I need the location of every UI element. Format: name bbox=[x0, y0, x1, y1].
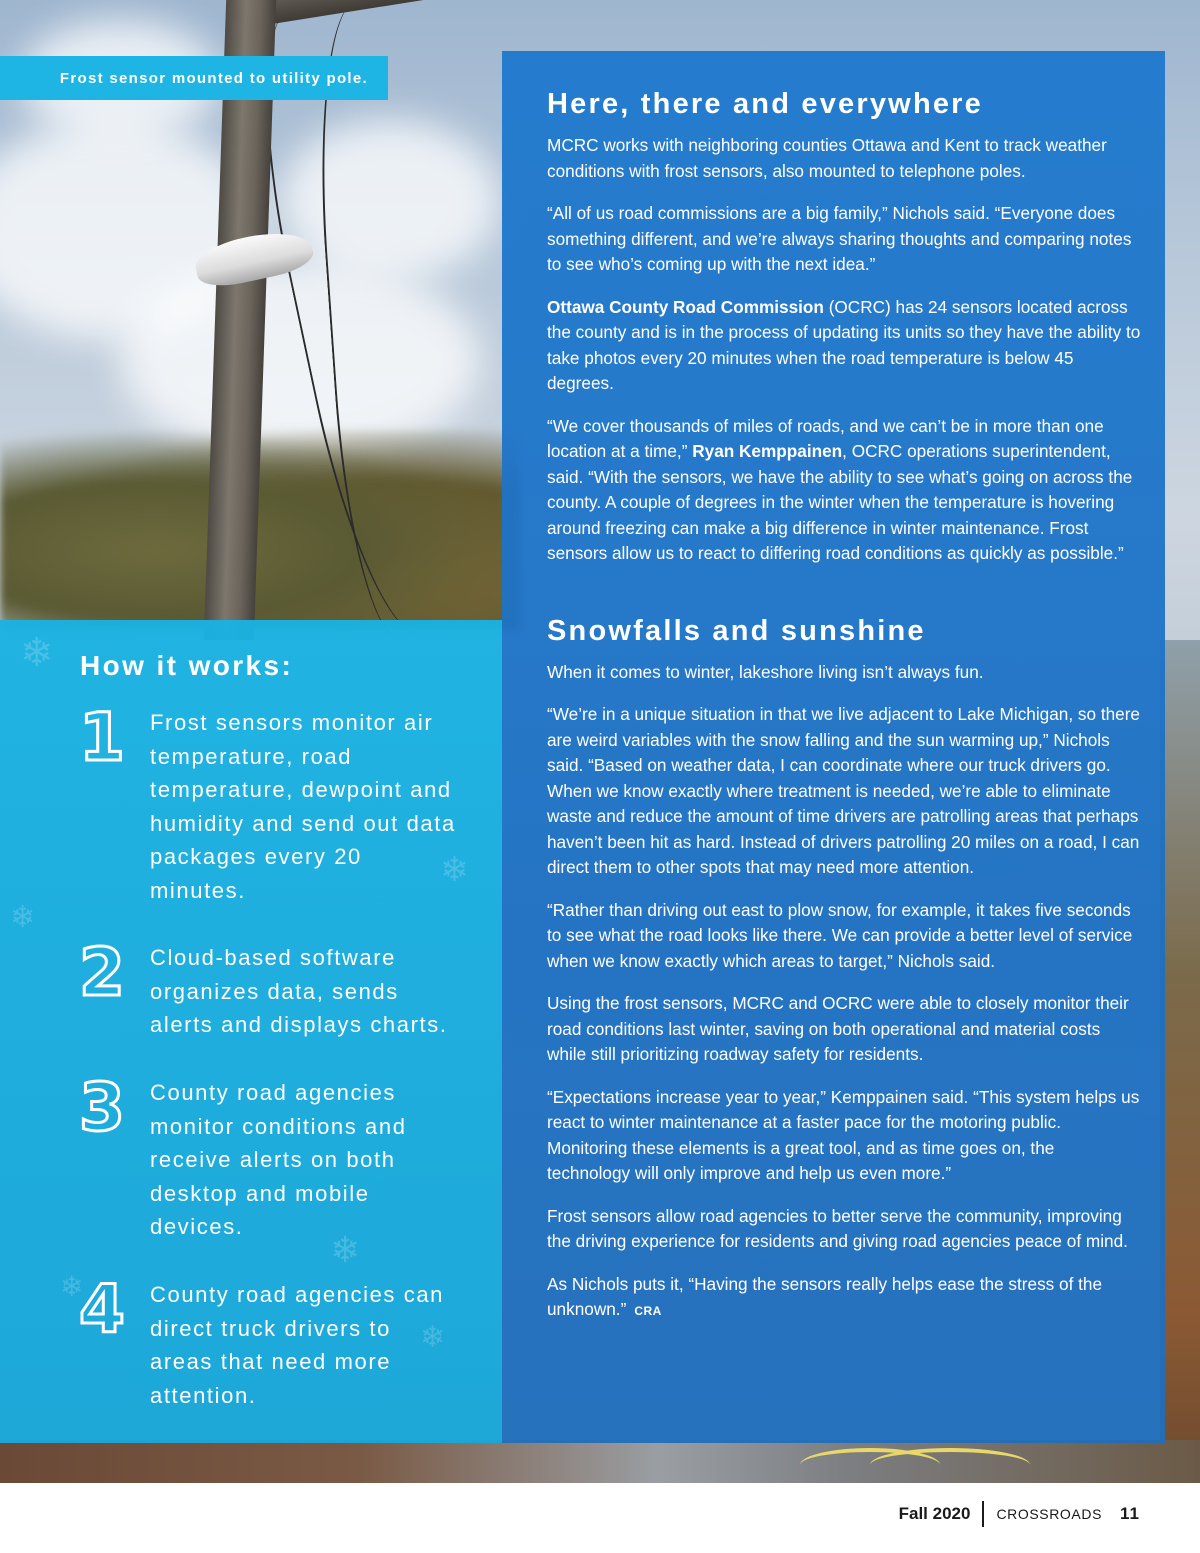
how-it-works-title: How it works: bbox=[80, 650, 294, 681]
article-paragraph: “Expectations increase year to year,” Kemppainen said. “This system helps us react to winter maintenance at a faster pace for the motoring public. Monitoring these elements is a great tool, and as time goes on, the technology will only improve and help us even more.” bbox=[547, 1086, 1140, 1183]
section-heading-here-there: Here, there and everywhere bbox=[547, 88, 983, 120]
end-mark: CRA bbox=[634, 1304, 662, 1318]
paragraph-text: (OCRC) has 24 sensors located across the county and is in the process of updating its units so they have the ability to take photos every 20 minutes when the road temperature is below 45 degrees. bbox=[547, 296, 1141, 393]
article-paragraph: MCRC works with neighboring counties Ottawa and Kent to track weather conditions with frost sensors, also mounted to telephone poles. bbox=[547, 135, 1107, 181]
page-number: 11 bbox=[1120, 1504, 1140, 1523]
article-paragraph: “All of us road commissions are a big family,” Nichols said. “Everyone does something different, and we’re always sharing thoughts and comparing notes to see who’s coming up with the next idea.” bbox=[547, 203, 1132, 274]
step-number: 4 bbox=[79, 1271, 125, 1348]
road-line bbox=[870, 1448, 1030, 1482]
person-name: Ryan Kemppainen bbox=[692, 441, 843, 461]
article-paragraph: When it comes to winter, lakeshore living isn’t always fun. bbox=[547, 661, 984, 682]
snowflake-icon: ❄ bbox=[10, 900, 36, 935]
paragraph-text: , OCRC operations superintendent, said. “With the sensors, we have the ability to see what’s going on across the county. A couple of degrees in the winter when the temperature is hovering around freezing can make a big difference in winter maintenance. Frost sensors allow us to react to differing road conditions as quickly as possible.” bbox=[547, 441, 1133, 563]
snowflake-icon: ❄ bbox=[330, 1230, 361, 1271]
step-number: 1 bbox=[79, 699, 125, 776]
article-paragraph: “Rather than driving out east to plow snow, for example, it takes five seconds to see what the road looks like there. We can provide a better level of service when we know exactly which areas to target,” Nichols said. bbox=[547, 899, 1133, 971]
step-text: Cloud-based software organizes data, sends alerts and displays charts. bbox=[150, 945, 448, 1037]
snowflake-icon: ❄ bbox=[20, 630, 54, 676]
paragraph-text: “We cover thousands of miles of roads, and we can’t be in more than one location at a time,” bbox=[547, 415, 1104, 461]
step-text: Frost sensors monitor air temperature, road temperature, dewpoint and humidity and send out data packages every 20 minutes. bbox=[150, 710, 456, 903]
article-paragraph: “We’re in a unique situation in that we live adjacent to Lake Michigan, so there are weird variables with the snow falling and the sun warming up,” Nichols said. “Based on weather data, I can coordinate where our truck drivers go. When we know exactly where treatment is needed, we’re able to eliminate waste and reduce the amount of time drivers are patrolling areas that perhaps haven’t been hit as hard. Instead of drivers patrolling 20 miles on a road, I can direct them to other spots that may need more attention. bbox=[547, 704, 1140, 877]
how-it-works-panel bbox=[0, 620, 502, 1443]
step-text: County road agencies can direct truck drivers to areas that need more attention. bbox=[150, 1282, 445, 1408]
section-gap bbox=[547, 584, 1141, 612]
photo-caption: Frost sensor mounted to utility pole. bbox=[0, 56, 388, 100]
step-number: 2 bbox=[79, 934, 125, 1011]
agency-name: Ottawa County Road Commission bbox=[547, 296, 824, 317]
snowflake-icon: ❄ bbox=[60, 1270, 84, 1303]
publication-name: CROSSROADS bbox=[996, 1506, 1103, 1522]
article-paragraph bbox=[547, 295, 1141, 397]
footer-divider bbox=[982, 1501, 984, 1527]
step-number: 3 bbox=[79, 1069, 125, 1146]
page-footer bbox=[899, 1501, 1140, 1527]
article-paragraph bbox=[547, 414, 1141, 567]
article-panel bbox=[502, 51, 1165, 1443]
article-paragraph bbox=[547, 1272, 1141, 1325]
issue-date: Fall 2020 bbox=[898, 1504, 971, 1523]
snowflake-icon: ❄ bbox=[440, 850, 469, 890]
article-paragraph: Using the frost sensors, MCRC and OCRC were able to closely monitor their road conditions last winter, saving on both operational and material costs while still prioritizing roadway safety for residents. bbox=[547, 993, 1129, 1064]
section-heading-snowfalls: Snowfalls and sunshine bbox=[547, 614, 926, 647]
trees-right bbox=[1160, 640, 1200, 1480]
paragraph-text: As Nichols puts it, “Having the sensors really helps ease the stress of the unknown.” bbox=[547, 1273, 1103, 1319]
snowflake-icon: ❄ bbox=[420, 1320, 446, 1355]
step-text: County road agencies monitor conditions and receive alerts on both desktop and mobile devices. bbox=[150, 1080, 407, 1239]
article-paragraph: Frost sensors allow road agencies to better serve the community, improving the driving experience for residents and giving road agencies peace of mind. bbox=[547, 1205, 1128, 1251]
